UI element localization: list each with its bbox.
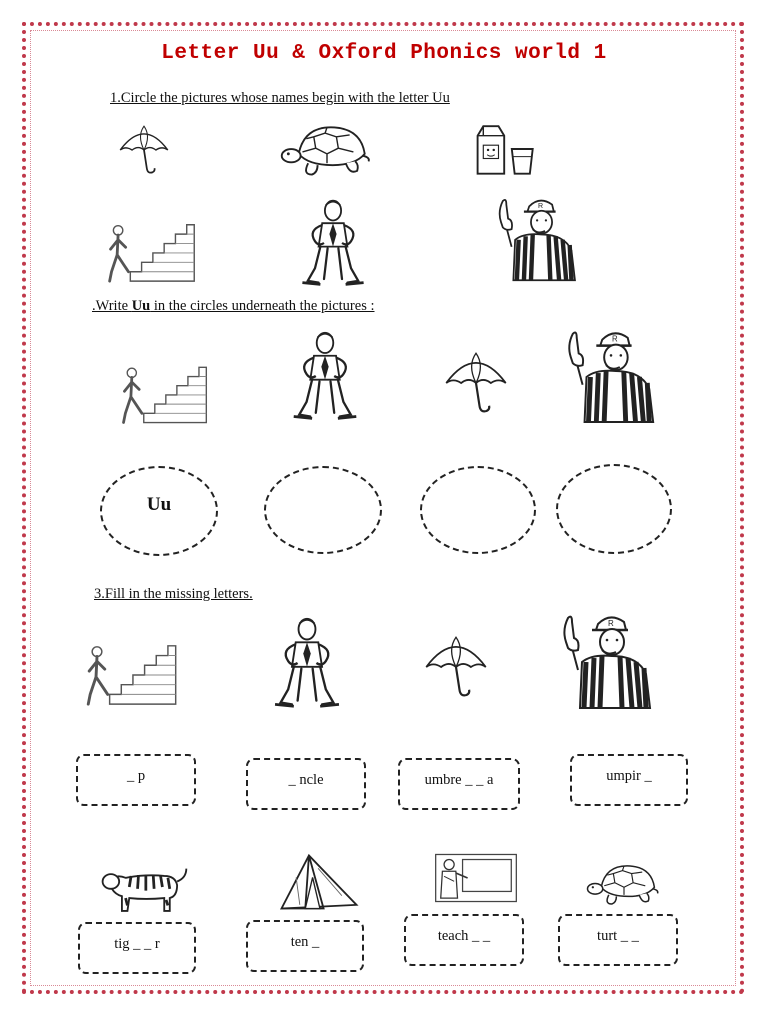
teacher-icon: [434, 852, 518, 904]
word-box-umpire[interactable]: umpir _: [570, 754, 688, 806]
section2-instruction-bold: Uu: [131, 298, 151, 314]
worksheet-title: Letter Uu & Oxford Phonics world 1: [161, 42, 607, 65]
tiger-icon: [98, 858, 190, 916]
section2-instruction-post: in the circles underneath the pictures :: [150, 298, 375, 314]
umpire-icon: [560, 326, 664, 424]
section3-instruction: 3.Fill in the missing letters.: [94, 586, 253, 602]
umbrella-icon: [440, 348, 512, 418]
word-box-umbrella[interactable]: umbre _ _ a: [398, 758, 520, 810]
umbrella-icon: [108, 122, 180, 178]
up-stairs-icon: [118, 360, 210, 428]
turtle-icon: [278, 118, 376, 184]
uncle-icon: [288, 330, 362, 422]
section2-instruction: [92, 298, 375, 315]
umpire-icon: [554, 610, 662, 710]
up-stairs-icon: [104, 218, 198, 286]
answer-circle-4[interactable]: [556, 464, 672, 554]
section1-instruction: 1.Circle the pictures whose names begin with the letter Uu: [110, 90, 450, 106]
up-stairs-icon: [82, 640, 180, 708]
word-box-teacher[interactable]: teach _ _: [404, 914, 524, 966]
section2-instruction-pre: .Write: [92, 298, 132, 314]
turtle-icon: [586, 858, 662, 912]
word-box-uncle[interactable]: _ ncle: [246, 758, 366, 810]
answer-circle-1[interactable]: Uu: [100, 466, 218, 556]
word-box-tent[interactable]: ten _: [246, 920, 364, 972]
milk-icon: [470, 120, 546, 178]
tent-icon: [274, 850, 364, 914]
word-box-tiger[interactable]: tig _ _ r: [78, 922, 196, 974]
answer-circle-2[interactable]: [264, 466, 382, 554]
umbrella-icon: [420, 632, 492, 702]
answer-circle-3[interactable]: [420, 466, 536, 554]
uncle-icon: [296, 198, 370, 288]
word-box-up[interactable]: _ p: [76, 754, 196, 806]
word-box-turtle[interactable]: turt _ _: [558, 914, 678, 966]
umpire-icon: [494, 190, 582, 286]
uncle-icon: [268, 616, 346, 710]
